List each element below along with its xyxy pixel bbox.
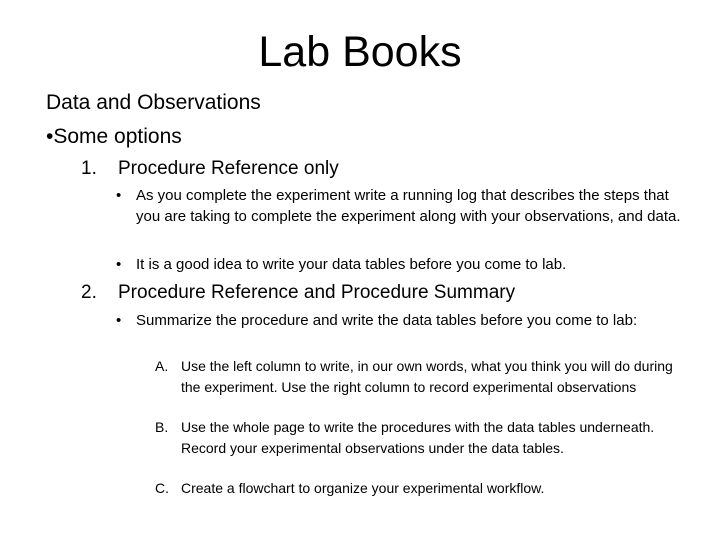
item-1-marker: 1. <box>81 158 97 179</box>
slide-subtitle: Data and Observations <box>46 91 261 114</box>
item-1-bullet-2: It is a good idea to write your data tables before you come to lab. <box>136 256 567 273</box>
slide-title: Lab Books <box>258 28 462 76</box>
bullet-dot: • <box>116 187 122 204</box>
intro-bullet: •Some options <box>46 125 182 148</box>
item-2-bullet-1: Summarize the procedure and write the data tables before you come to lab: <box>136 312 638 329</box>
item-2-text: Procedure Reference and Procedure Summary <box>118 282 516 303</box>
bullet-dot: • <box>116 312 122 329</box>
item-1-text: Procedure Reference only <box>118 158 339 179</box>
subitem-c-text: Create a flowchart to organize your experimental workflow. <box>181 480 545 496</box>
item-1-bullet-1: As you complete the experiment write a running log that describes the steps that you are taking to complete the experiment along with your observations, and data. <box>136 187 681 225</box>
item-2-marker: 2. <box>81 282 97 303</box>
subitem-a-marker: A. <box>155 358 169 374</box>
subitem-c-marker: C. <box>155 480 169 496</box>
subitem-b-text: Use the whole page to write the procedures with the data tables underneath. Record your experimental observations under the data tables. <box>181 419 655 456</box>
subitem-b-marker: B. <box>155 419 169 435</box>
subitem-a-text: Use the left column to write, in our own words, what you think you will do during the experiment. Use the right column to record experimental observations <box>181 358 673 395</box>
bullet-dot: • <box>116 256 122 273</box>
